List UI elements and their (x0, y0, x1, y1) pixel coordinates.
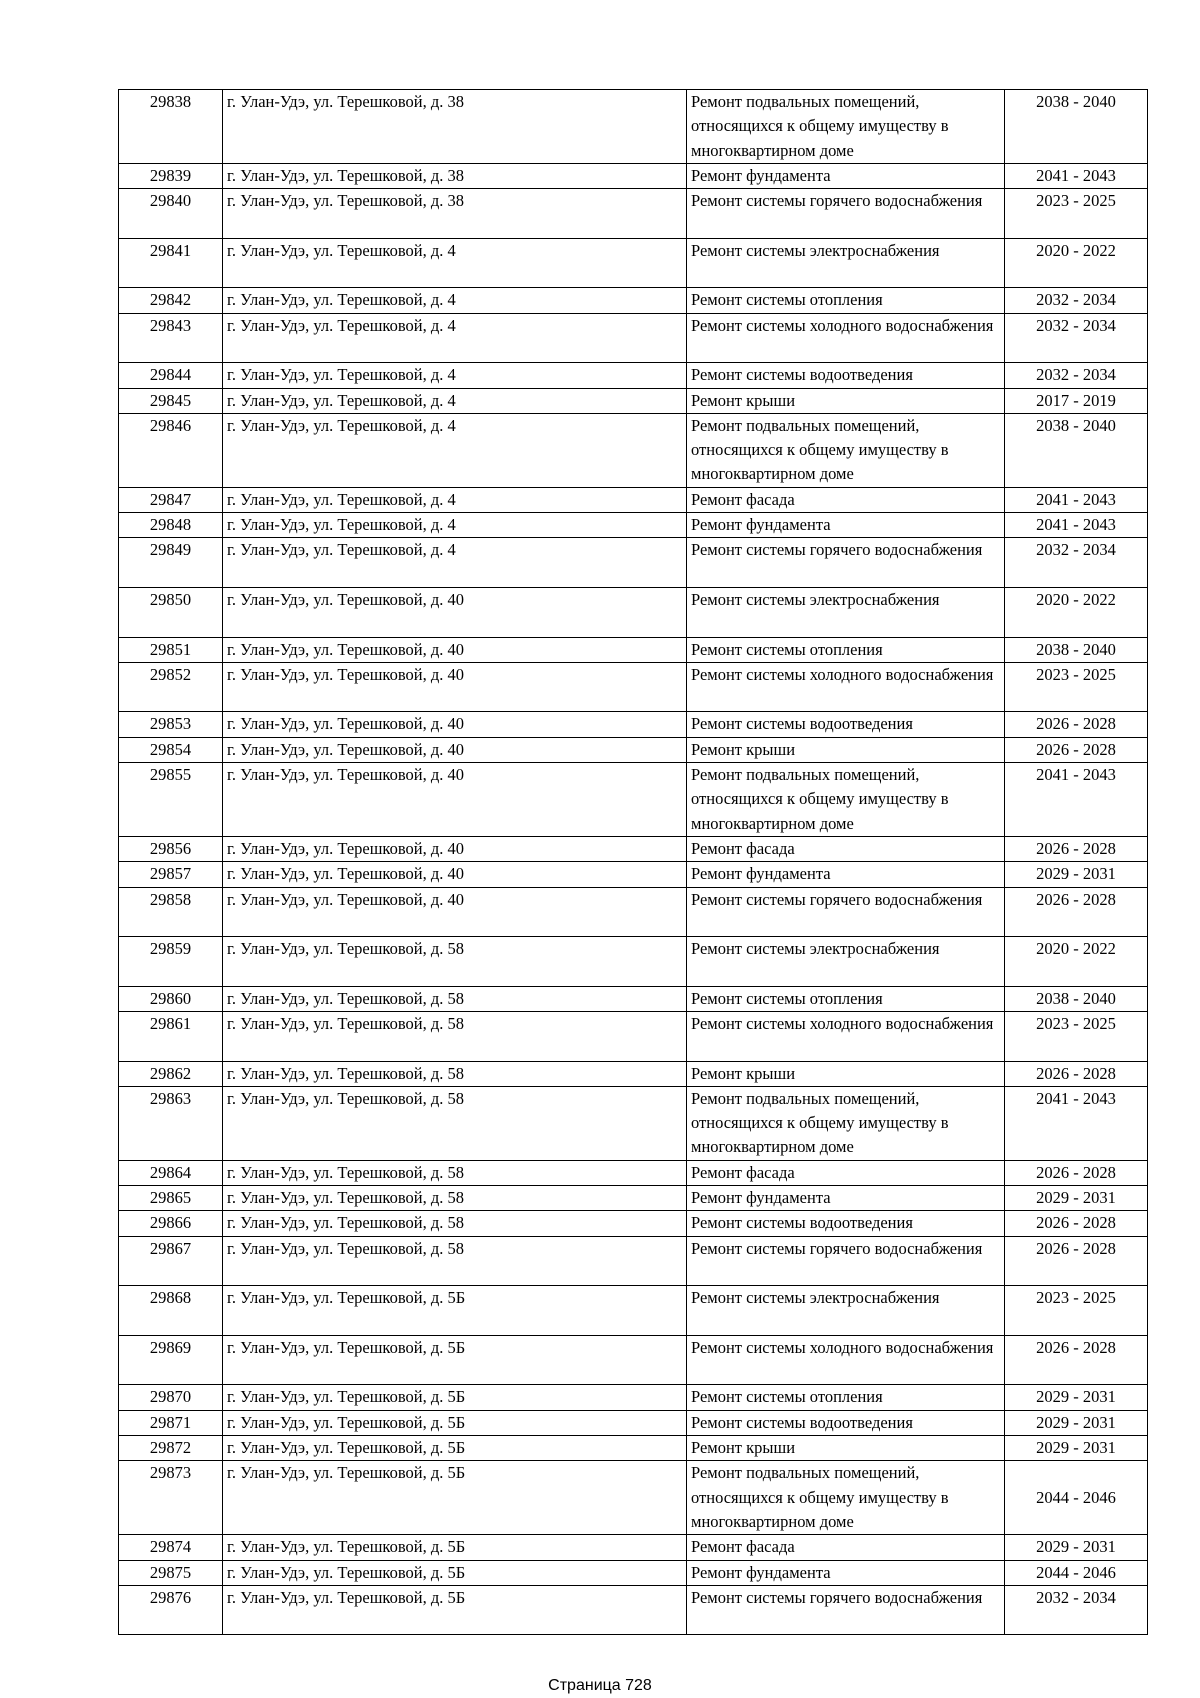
table-row (119, 587, 1148, 637)
row-period: 2029 - 2031 (1005, 1436, 1148, 1461)
table-row (119, 1286, 1148, 1336)
row-work-type: Ремонт системы горячего водоснабжения (687, 189, 1005, 239)
row-period: 2026 - 2028 (1005, 1160, 1148, 1185)
row-id: 29865 (119, 1186, 223, 1211)
table-row (119, 487, 1148, 512)
row-address: г. Улан-Удэ, ул. Терешковой, д. 40 (223, 737, 687, 762)
row-work-type: Ремонт системы электроснабжения (687, 1286, 1005, 1336)
table-row (119, 538, 1148, 588)
row-period: 2026 - 2028 (1005, 737, 1148, 762)
row-work-type: Ремонт системы электроснабжения (687, 238, 1005, 288)
table-row (119, 662, 1148, 712)
row-address: г. Улан-Удэ, ул. Терешковой, д. 58 (223, 1086, 687, 1160)
row-work-type: Ремонт фундамента (687, 862, 1005, 887)
row-work-type: Ремонт фундамента (687, 1560, 1005, 1585)
row-period: 2041 - 2043 (1005, 163, 1148, 188)
row-address: г. Улан-Удэ, ул. Терешковой, д. 4 (223, 363, 687, 388)
row-address: г. Улан-Удэ, ул. Терешковой, д. 58 (223, 1186, 687, 1211)
row-id: 29872 (119, 1436, 223, 1461)
row-id: 29855 (119, 763, 223, 837)
row-id: 29861 (119, 1011, 223, 1061)
page-number: Страница 728 (548, 1677, 652, 1694)
row-address: г. Улан-Удэ, ул. Терешковой, д. 58 (223, 1061, 687, 1086)
row-work-type: Ремонт системы водоотведения (687, 1211, 1005, 1236)
table-row (119, 763, 1148, 837)
table-row (119, 1436, 1148, 1461)
row-period: 2026 - 2028 (1005, 836, 1148, 861)
row-work-type: Ремонт системы отопления (687, 288, 1005, 313)
row-period: 2038 - 2040 (1005, 637, 1148, 662)
row-id: 29862 (119, 1061, 223, 1086)
row-work-type: Ремонт крыши (687, 1436, 1005, 1461)
row-id: 29851 (119, 637, 223, 662)
row-id: 29852 (119, 662, 223, 712)
row-address: г. Улан-Удэ, ул. Терешковой, д. 5Б (223, 1461, 687, 1535)
repair-schedule-table (118, 89, 1148, 1635)
row-period: 2032 - 2034 (1005, 313, 1148, 363)
table-row (119, 887, 1148, 937)
row-id: 29838 (119, 90, 223, 164)
row-address: г. Улан-Удэ, ул. Терешковой, д. 4 (223, 288, 687, 313)
table-row (119, 712, 1148, 737)
table-row (119, 413, 1148, 487)
table-row (119, 363, 1148, 388)
row-period: 2026 - 2028 (1005, 1335, 1148, 1385)
row-work-type: Ремонт системы отопления (687, 986, 1005, 1011)
row-work-type: Ремонт системы водоотведения (687, 1410, 1005, 1435)
row-id: 29854 (119, 737, 223, 762)
row-work-type: Ремонт системы отопления (687, 1385, 1005, 1410)
row-work-type: Ремонт подвальных помещений, относящихся к общему имуществу в многоквартирном доме (687, 763, 1005, 837)
table-row (119, 1086, 1148, 1160)
row-address: г. Улан-Удэ, ул. Терешковой, д. 5Б (223, 1335, 687, 1385)
row-address: г. Улан-Удэ, ул. Терешковой, д. 58 (223, 1011, 687, 1061)
row-id: 29850 (119, 587, 223, 637)
row-period: 2032 - 2034 (1005, 288, 1148, 313)
row-period: 2020 - 2022 (1005, 587, 1148, 637)
table-row (119, 1186, 1148, 1211)
row-address: г. Улан-Удэ, ул. Терешковой, д. 5Б (223, 1436, 687, 1461)
table-row (119, 1011, 1148, 1061)
row-period: 2023 - 2025 (1005, 189, 1148, 239)
table-row (119, 313, 1148, 363)
row-address: г. Улан-Удэ, ул. Терешковой, д. 4 (223, 538, 687, 588)
row-work-type: Ремонт фундамента (687, 163, 1005, 188)
table-row (119, 1535, 1148, 1560)
row-id: 29869 (119, 1335, 223, 1385)
table-row (119, 1211, 1148, 1236)
row-id: 29875 (119, 1560, 223, 1585)
row-address: г. Улан-Удэ, ул. Терешковой, д. 40 (223, 763, 687, 837)
table-row (119, 1335, 1148, 1385)
table-row (119, 90, 1148, 164)
table-row (119, 513, 1148, 538)
row-work-type: Ремонт системы холодного водоснабжения (687, 662, 1005, 712)
row-id: 29841 (119, 238, 223, 288)
row-address: г. Улан-Удэ, ул. Терешковой, д. 40 (223, 587, 687, 637)
row-work-type: Ремонт системы электроснабжения (687, 937, 1005, 987)
table-row (119, 189, 1148, 239)
row-work-type: Ремонт крыши (687, 737, 1005, 762)
row-address: г. Улан-Удэ, ул. Терешковой, д. 5Б (223, 1385, 687, 1410)
row-address: г. Улан-Удэ, ул. Терешковой, д. 4 (223, 413, 687, 487)
row-period: 2038 - 2040 (1005, 413, 1148, 487)
row-id: 29840 (119, 189, 223, 239)
row-work-type: Ремонт фасада (687, 487, 1005, 512)
row-period: 2044 - 2046 (1005, 1461, 1148, 1535)
row-period: 2026 - 2028 (1005, 712, 1148, 737)
row-period: 2041 - 2043 (1005, 513, 1148, 538)
row-period: 2041 - 2043 (1005, 1086, 1148, 1160)
row-address: г. Улан-Удэ, ул. Терешковой, д. 5Б (223, 1585, 687, 1635)
row-address: г. Улан-Удэ, ул. Терешковой, д. 58 (223, 937, 687, 987)
row-id: 29868 (119, 1286, 223, 1336)
row-work-type: Ремонт крыши (687, 388, 1005, 413)
row-id: 29876 (119, 1585, 223, 1635)
row-period: 2038 - 2040 (1005, 90, 1148, 164)
row-work-type: Ремонт системы холодного водоснабжения (687, 1335, 1005, 1385)
row-period: 2026 - 2028 (1005, 1061, 1148, 1086)
row-work-type: Ремонт системы горячего водоснабжения (687, 1585, 1005, 1635)
row-work-type: Ремонт системы горячего водоснабжения (687, 1236, 1005, 1286)
row-period: 2023 - 2025 (1005, 1011, 1148, 1061)
row-address: г. Улан-Удэ, ул. Терешковой, д. 40 (223, 637, 687, 662)
row-work-type: Ремонт подвальных помещений, относящихся к общему имуществу в многоквартирном доме (687, 413, 1005, 487)
row-id: 29864 (119, 1160, 223, 1185)
row-work-type: Ремонт системы водоотведения (687, 363, 1005, 388)
table-row (119, 836, 1148, 861)
row-id: 29873 (119, 1461, 223, 1535)
row-address: г. Улан-Удэ, ул. Терешковой, д. 38 (223, 163, 687, 188)
table-row (119, 737, 1148, 762)
row-id: 29871 (119, 1410, 223, 1435)
row-period: 2026 - 2028 (1005, 1211, 1148, 1236)
row-address: г. Улан-Удэ, ул. Терешковой, д. 40 (223, 836, 687, 861)
table-row (119, 1560, 1148, 1585)
row-work-type: Ремонт фасада (687, 836, 1005, 861)
table-row (119, 937, 1148, 987)
table-row (119, 1461, 1148, 1535)
row-period: 2023 - 2025 (1005, 662, 1148, 712)
row-address: г. Улан-Удэ, ул. Терешковой, д. 58 (223, 1211, 687, 1236)
row-id: 29870 (119, 1385, 223, 1410)
row-id: 29866 (119, 1211, 223, 1236)
row-period: 2029 - 2031 (1005, 1410, 1148, 1435)
row-period: 2020 - 2022 (1005, 937, 1148, 987)
row-address: г. Улан-Удэ, ул. Терешковой, д. 5Б (223, 1560, 687, 1585)
row-work-type: Ремонт подвальных помещений, относящихся к общему имуществу в многоквартирном доме (687, 1086, 1005, 1160)
row-period: 2041 - 2043 (1005, 487, 1148, 512)
row-period: 2029 - 2031 (1005, 862, 1148, 887)
table-row (119, 288, 1148, 313)
table-row (119, 986, 1148, 1011)
table-row (119, 637, 1148, 662)
row-work-type: Ремонт фасада (687, 1160, 1005, 1185)
row-period: 2038 - 2040 (1005, 986, 1148, 1011)
row-work-type: Ремонт системы отопления (687, 637, 1005, 662)
row-period: 2020 - 2022 (1005, 238, 1148, 288)
row-id: 29843 (119, 313, 223, 363)
row-id: 29857 (119, 862, 223, 887)
row-id: 29844 (119, 363, 223, 388)
table-row (119, 1410, 1148, 1435)
row-id: 29848 (119, 513, 223, 538)
row-address: г. Улан-Удэ, ул. Терешковой, д. 40 (223, 712, 687, 737)
row-period: 2023 - 2025 (1005, 1286, 1148, 1336)
row-address: г. Улан-Удэ, ул. Терешковой, д. 4 (223, 388, 687, 413)
row-address: г. Улан-Удэ, ул. Терешковой, д. 4 (223, 313, 687, 363)
row-address: г. Улан-Удэ, ул. Терешковой, д. 58 (223, 1160, 687, 1185)
row-period: 2041 - 2043 (1005, 763, 1148, 837)
table-row (119, 1061, 1148, 1086)
row-id: 29858 (119, 887, 223, 937)
row-address: г. Улан-Удэ, ул. Терешковой, д. 40 (223, 862, 687, 887)
row-id: 29839 (119, 163, 223, 188)
row-address: г. Улан-Удэ, ул. Терешковой, д. 40 (223, 662, 687, 712)
row-address: г. Улан-Удэ, ул. Терешковой, д. 4 (223, 238, 687, 288)
row-period: 2029 - 2031 (1005, 1385, 1148, 1410)
row-id: 29847 (119, 487, 223, 512)
row-work-type: Ремонт фундамента (687, 1186, 1005, 1211)
table-row (119, 862, 1148, 887)
row-period: 2026 - 2028 (1005, 1236, 1148, 1286)
row-id: 29859 (119, 937, 223, 987)
row-id: 29867 (119, 1236, 223, 1286)
row-id: 29856 (119, 836, 223, 861)
row-address: г. Улан-Удэ, ул. Терешковой, д. 58 (223, 986, 687, 1011)
row-period: 2032 - 2034 (1005, 538, 1148, 588)
row-period: 2044 - 2046 (1005, 1560, 1148, 1585)
row-work-type: Ремонт системы водоотведения (687, 712, 1005, 737)
row-address: г. Улан-Удэ, ул. Терешковой, д. 58 (223, 1236, 687, 1286)
row-work-type: Ремонт подвальных помещений, относящихся к общему имуществу в многоквартирном доме (687, 90, 1005, 164)
row-address: г. Улан-Удэ, ул. Терешковой, д. 4 (223, 487, 687, 512)
row-work-type: Ремонт системы холодного водоснабжения (687, 1011, 1005, 1061)
table-row (119, 1585, 1148, 1635)
row-work-type: Ремонт системы электроснабжения (687, 587, 1005, 637)
table-body (119, 90, 1148, 1635)
row-period: 2032 - 2034 (1005, 363, 1148, 388)
row-address: г. Улан-Удэ, ул. Терешковой, д. 5Б (223, 1410, 687, 1435)
row-id: 29845 (119, 388, 223, 413)
table-row (119, 1236, 1148, 1286)
row-address: г. Улан-Удэ, ул. Терешковой, д. 38 (223, 189, 687, 239)
row-id: 29853 (119, 712, 223, 737)
row-work-type: Ремонт подвальных помещений, относящихся к общему имуществу в многоквартирном доме (687, 1461, 1005, 1535)
table-row (119, 163, 1148, 188)
row-work-type: Ремонт крыши (687, 1061, 1005, 1086)
row-address: г. Улан-Удэ, ул. Терешковой, д. 5Б (223, 1286, 687, 1336)
table-row (119, 1160, 1148, 1185)
row-id: 29863 (119, 1086, 223, 1160)
row-address: г. Улан-Удэ, ул. Терешковой, д. 38 (223, 90, 687, 164)
row-work-type: Ремонт фундамента (687, 513, 1005, 538)
row-id: 29874 (119, 1535, 223, 1560)
row-work-type: Ремонт фасада (687, 1535, 1005, 1560)
row-period: 2032 - 2034 (1005, 1585, 1148, 1635)
row-period: 2029 - 2031 (1005, 1186, 1148, 1211)
row-id: 29842 (119, 288, 223, 313)
row-id: 29860 (119, 986, 223, 1011)
row-address: г. Улан-Удэ, ул. Терешковой, д. 4 (223, 513, 687, 538)
row-period: 2029 - 2031 (1005, 1535, 1148, 1560)
row-id: 29846 (119, 413, 223, 487)
row-work-type: Ремонт системы горячего водоснабжения (687, 887, 1005, 937)
row-id: 29849 (119, 538, 223, 588)
table-row (119, 388, 1148, 413)
row-address: г. Улан-Удэ, ул. Терешковой, д. 5Б (223, 1535, 687, 1560)
row-work-type: Ремонт системы холодного водоснабжения (687, 313, 1005, 363)
row-period: 2017 - 2019 (1005, 388, 1148, 413)
table-row (119, 1385, 1148, 1410)
row-address: г. Улан-Удэ, ул. Терешковой, д. 40 (223, 887, 687, 937)
row-period: 2026 - 2028 (1005, 887, 1148, 937)
table-row (119, 238, 1148, 288)
row-work-type: Ремонт системы горячего водоснабжения (687, 538, 1005, 588)
